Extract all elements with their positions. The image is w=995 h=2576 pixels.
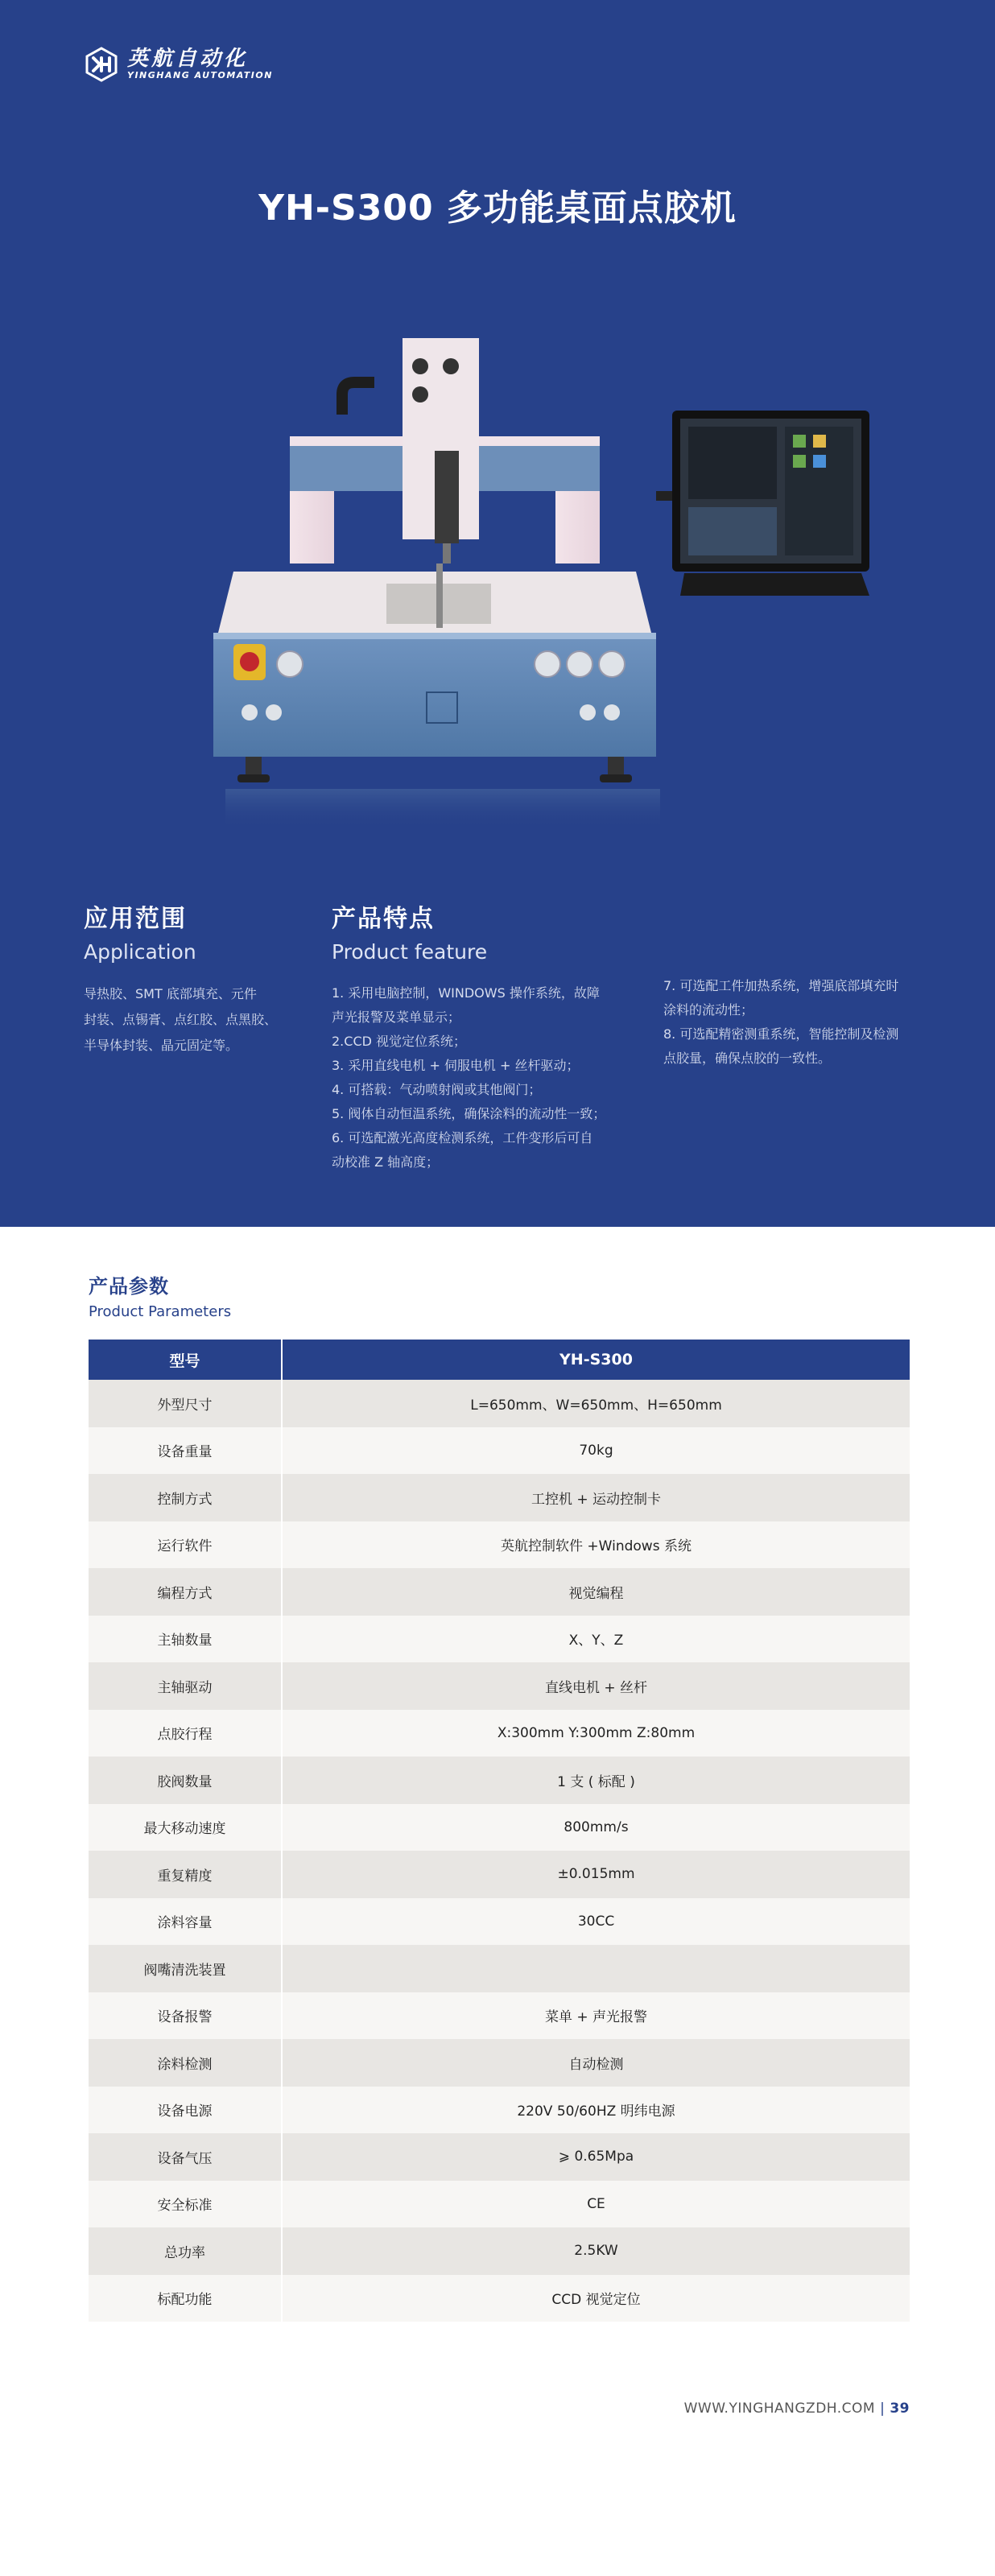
feature-line: 3. 采用直线电机 + 伺服电机 + 丝杆驱动； (332, 1058, 580, 1073)
param-value: X:300mm Y:300mm Z:80mm (282, 1710, 910, 1757)
feature-section (332, 898, 638, 1174)
table-row (89, 1992, 910, 2040)
feature-title-cn: 产品特点 (332, 905, 435, 933)
application-text (84, 981, 293, 1059)
footer-url: WWW.YINGHANGZDH.COM (683, 2401, 876, 2417)
table-row (89, 1521, 910, 1569)
param-value: 英航控制软件 +Windows 系统 (282, 1521, 910, 1569)
param-label: 标配功能 (89, 2275, 282, 2322)
param-label: 总功率 (89, 2227, 282, 2275)
params-table (89, 1340, 910, 2322)
hero-banner (0, 0, 995, 1227)
param-label: 重复精度 (89, 1851, 282, 1898)
param-value: 30CC (282, 1898, 910, 1946)
table-row (89, 1568, 910, 1616)
table-row (89, 1804, 910, 1852)
param-label: 胶阀数量 (89, 1757, 282, 1804)
feature-line: 1. 采用电脑控制，WINDOWS 操作系统，故障 (332, 985, 600, 1001)
application-title-cn: 应用范围 (84, 905, 187, 933)
params-heading (89, 1270, 231, 1320)
param-label: 最大移动速度 (89, 1804, 282, 1852)
table-row (89, 1851, 910, 1898)
feature-line: 声光报警及菜单显示； (332, 1009, 461, 1025)
table-row (89, 1474, 910, 1521)
param-value: 220V 50/60HZ 明纬电源 (282, 2087, 910, 2134)
param-label: 主轴数量 (89, 1616, 282, 1663)
table-row (89, 2181, 910, 2228)
dispensing-machine-illustration (201, 338, 869, 837)
param-value: 菜单 + 声光报警 (282, 1992, 910, 2040)
table-row (89, 1898, 910, 1946)
table-row (89, 2039, 910, 2087)
feature-line: 6. 可选配激光高度检测系统，工件变形后可自 (332, 1130, 593, 1146)
footer-separator: | (880, 2401, 886, 2417)
feature-list (332, 981, 638, 1174)
table-row (89, 1945, 910, 1992)
feature-line: 涂料的流动性； (663, 1002, 754, 1018)
feature-line: 2.CCD 视觉定位系统； (332, 1034, 467, 1049)
param-label: 设备重量 (89, 1427, 282, 1475)
table-row (89, 2087, 910, 2134)
feature-line: 点胶量，确保点胶的一致性。 (663, 1051, 832, 1066)
param-value: 自动检测 (282, 2039, 910, 2087)
table-row (89, 1757, 910, 1804)
table-row (89, 1427, 910, 1475)
application-title-en: Application (84, 940, 196, 964)
param-value: 2.5KW (282, 2227, 910, 2275)
param-value (282, 1945, 910, 1992)
params-header-label: 型号 (89, 1340, 282, 1380)
feature-line: 动校准 Z 轴高度； (332, 1154, 440, 1170)
param-label: 设备电源 (89, 2087, 282, 2134)
brand-name-en: YINGHANG AUTOMATION (127, 70, 273, 80)
application-line: 封装、点锡膏、点红胶、点黑胶、 (84, 1012, 278, 1027)
param-value: 70kg (282, 1427, 910, 1475)
feature-line: 5. 阀体自动恒温系统，确保涂料的流动性一致； (332, 1106, 606, 1121)
param-value: 视觉编程 (282, 1568, 910, 1616)
param-value: 工控机 + 运动控制卡 (282, 1474, 910, 1521)
params-title-cn: 产品参数 (89, 1275, 169, 1298)
param-label: 涂料容量 (89, 1898, 282, 1946)
param-value: 1 支 ( 标配 ) (282, 1757, 910, 1804)
page-number: 39 (890, 2401, 910, 2417)
param-value: X、Y、Z (282, 1616, 910, 1663)
feature-line: 8. 可选配精密测重系统，智能控制及检测 (663, 1026, 899, 1042)
table-row (89, 1710, 910, 1757)
param-value: ⩾ 0.65Mpa (282, 2133, 910, 2181)
param-value: 直线电机 + 丝杆 (282, 1662, 910, 1710)
table-row (89, 2275, 910, 2322)
page-title: YH-S300 多功能桌面点胶机 (258, 188, 737, 229)
params-table-body (89, 1380, 910, 2322)
table-row (89, 1662, 910, 1710)
param-value: CE (282, 2181, 910, 2228)
params-title-en: Product Parameters (89, 1303, 232, 1320)
table-row (89, 1616, 910, 1663)
params-table-header (89, 1340, 910, 1380)
table-row (89, 2227, 910, 2275)
param-label: 运行软件 (89, 1521, 282, 1569)
param-value: ±0.015mm (282, 1851, 910, 1898)
table-row (89, 2133, 910, 2181)
param-label: 外型尺寸 (89, 1380, 282, 1427)
brand-name-cn: 英航自动化 (127, 47, 249, 71)
param-label: 主轴驱动 (89, 1662, 282, 1710)
param-value: L=650mm、W=650mm、H=650mm (282, 1380, 910, 1427)
brand-logo (84, 47, 273, 82)
param-label: 设备气压 (89, 2133, 282, 2181)
brand-logo-icon (84, 47, 119, 82)
param-label: 阀嘴清洗装置 (89, 1945, 282, 1992)
application-line: 导热胶、SMT 底部填充、元件 (84, 986, 257, 1001)
application-section (84, 898, 293, 1059)
table-row (89, 1380, 910, 1427)
param-label: 控制方式 (89, 1474, 282, 1521)
application-line: 半导体封装、晶元固定等。 (84, 1038, 239, 1053)
page-footer (684, 2401, 910, 2417)
feature-line: 7. 可选配工件加热系统，增强底部填充时 (663, 978, 899, 993)
param-value: CCD 视觉定位 (282, 2275, 910, 2322)
feature-list-continued (663, 974, 923, 1071)
param-label: 编程方式 (89, 1568, 282, 1616)
param-value: 800mm/s (282, 1804, 910, 1852)
feature-title-en: Product feature (332, 940, 488, 964)
param-label: 安全标准 (89, 2181, 282, 2228)
param-label: 点胶行程 (89, 1710, 282, 1757)
param-label: 设备报警 (89, 1992, 282, 2040)
feature-line: 4. 可搭载：气动喷射阀或其他阀门； (332, 1082, 542, 1097)
params-header-model: YH-S300 (282, 1340, 910, 1380)
param-label: 涂料检测 (89, 2039, 282, 2087)
